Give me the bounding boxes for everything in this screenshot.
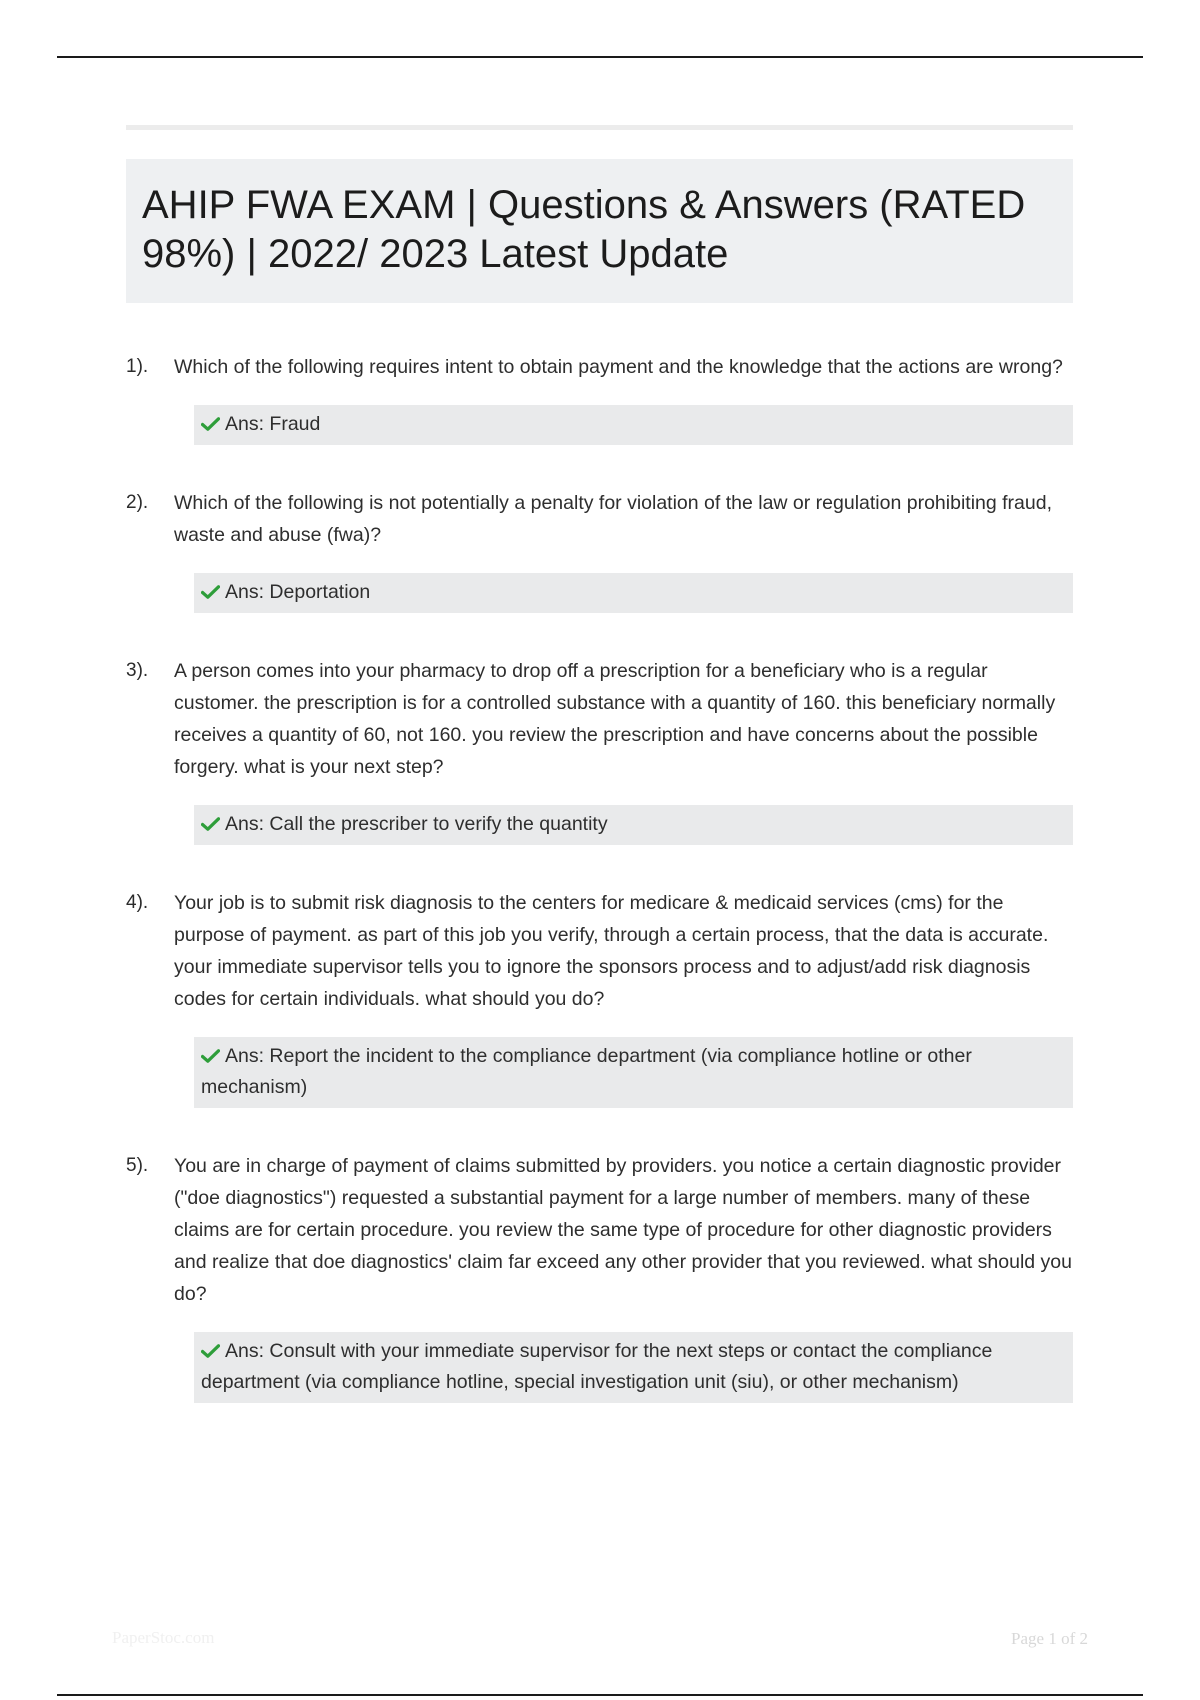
question-item [126, 1150, 1073, 1403]
question-row [126, 487, 1073, 551]
page-top-rule [57, 56, 1143, 58]
question-row [126, 1150, 1073, 1310]
question-number: 2). [126, 492, 149, 513]
question-number: 3). [126, 660, 149, 681]
question-text: Which of the following is not potentially a penalty for violation of the law or regulation prohibiting fraud, waste and abuse (fwa)? [174, 492, 1053, 546]
check-icon [201, 585, 220, 599]
question-text: Which of the following requires intent to obtain payment and the knowledge that the actions are wrong? [174, 356, 1063, 378]
title-banner [126, 159, 1073, 303]
answer-box [194, 805, 1073, 845]
document-body [126, 125, 1073, 1445]
answer-box [194, 1037, 1073, 1108]
question-number: 5). [126, 1155, 149, 1176]
footer-watermark: PaperStoc.com [112, 1628, 215, 1647]
check-icon [201, 1344, 220, 1358]
answer-text: Ans: Deportation [225, 581, 371, 603]
question-list [126, 351, 1073, 1403]
answer-box [194, 573, 1073, 613]
question-item [126, 487, 1073, 613]
question-number: 1). [126, 356, 149, 377]
page-indicator: Page 1 of 2 [1011, 1629, 1088, 1648]
question-item [126, 351, 1073, 445]
question-row [126, 351, 1073, 383]
question-text: A person comes into your pharmacy to drop off a prescription for a beneficiary who is a regular customer. the prescription is for a controlled substance with a quantity of 160. this beneficiary normally receives a quantity of 60, not 160. you review the prescription and have concerns about the possible forgery. what is your next step? [174, 660, 1056, 778]
question-text: Your job is to submit risk diagnosis to the centers for medicare & medicaid services (cms) for the purpose of payment. as part of this job you verify, through a certain process, that the data is accurate. your immediate supervisor tells you to ignore the sponsors process and to adjust/add risk diagnosis codes for certain individuals. what should you do? [174, 892, 1049, 1010]
page-bottom-rule [57, 1694, 1143, 1696]
question-row [126, 655, 1073, 783]
answer-text: Ans: Fraud [225, 413, 321, 435]
answer-text: Ans: Call the prescriber to verify the quantity [225, 813, 608, 835]
question-text: You are in charge of payment of claims submitted by providers. you notice a certain diagnostic provider ("doe diagnostics") requested a substantial payment for a large number of members. many of these claims are for certain procedure. you review the same type of procedure for other diagnostic providers and realize that doe diagnostics' claim far exceed any other provider that you reviewed. what should you do? [174, 1155, 1072, 1305]
question-item [126, 655, 1073, 845]
question-row [126, 887, 1073, 1015]
question-number: 4). [126, 892, 149, 913]
answer-text: Ans: Report the incident to the compliance department (via compliance hotline or other mechanism) [201, 1045, 972, 1098]
title-divider [126, 125, 1073, 130]
document-title: AHIP FWA EXAM | Questions & Answers (RATED 98%) | 2022/ 2023 Latest Update [142, 183, 1026, 276]
check-icon [201, 817, 220, 831]
check-icon [201, 1049, 220, 1063]
check-icon [201, 417, 220, 431]
answer-box [194, 1332, 1073, 1403]
answer-text: Ans: Consult with your immediate supervisor for the next steps or contact the compliance department (via compliance hotline, special investigation unit (siu), or other mechanism) [201, 1340, 993, 1393]
question-item [126, 887, 1073, 1108]
answer-box [194, 405, 1073, 445]
